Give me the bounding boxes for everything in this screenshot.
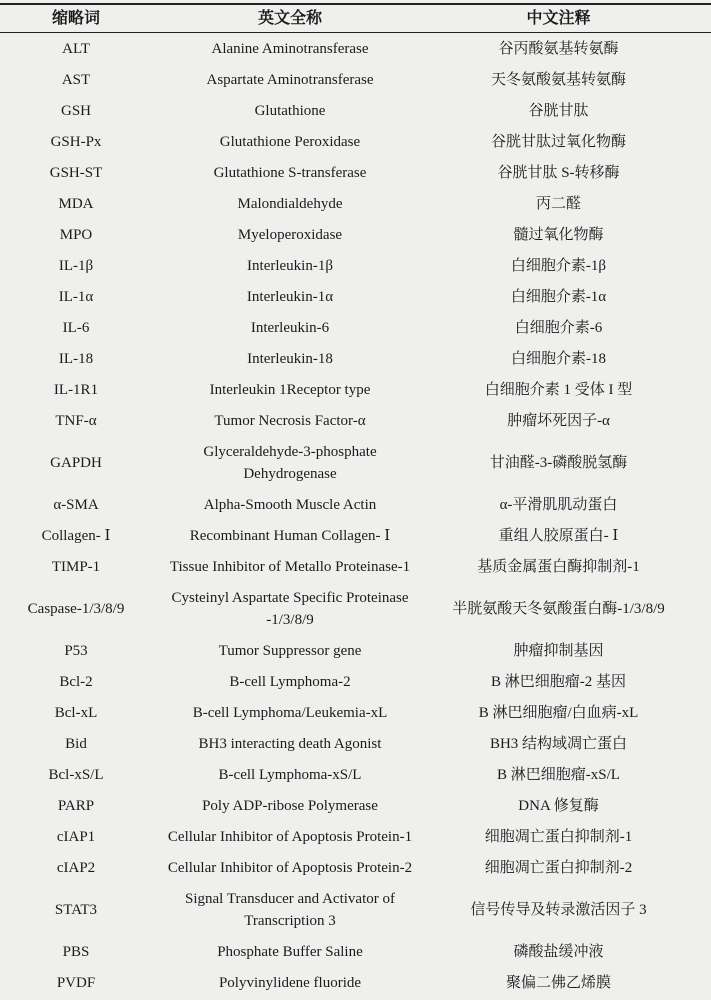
chinese-annotation-cell: α-平滑肌肌动蛋白 xyxy=(499,496,618,513)
english-name-cell: B-cell Lymphoma-2 xyxy=(229,673,351,690)
abbreviation-cell: Bcl-xL xyxy=(54,704,98,721)
english-name-cell: Tumor Suppressor gene xyxy=(218,642,362,659)
english-name-cell: Polyvinylidene fluoride xyxy=(218,974,362,991)
table-row xyxy=(0,436,711,489)
table-row xyxy=(0,312,711,343)
table-row xyxy=(0,551,711,582)
english-name-cell: Alanine Aminotransferase xyxy=(211,40,369,57)
english-name-cell: Phosphate Buffer Saline xyxy=(217,943,363,960)
table-row xyxy=(0,281,711,312)
chinese-annotation-cell: B 淋巴细胞瘤-2 基因 xyxy=(490,673,626,690)
table-row xyxy=(0,64,711,95)
english-name-cell: Interleukin-6 xyxy=(250,319,330,336)
chinese-annotation-cell: 白细胞介素-1α xyxy=(510,288,607,305)
abbreviation-cell: GSH-Px xyxy=(50,133,102,150)
table-row xyxy=(0,790,711,821)
abbreviation-cell: PBS xyxy=(62,943,90,960)
abbreviation-cell: GSH xyxy=(60,102,91,119)
table-row xyxy=(0,343,711,374)
english-name-cell: Aspartate Aminotransferase xyxy=(206,71,374,88)
table-row xyxy=(0,520,711,551)
chinese-annotation-cell: 重组人胶原蛋白- Ⅰ xyxy=(498,527,619,544)
english-name-cell: Tumor Necrosis Factor-α xyxy=(214,412,366,429)
abbreviation-cell: Caspase-1/3/8/9 xyxy=(27,600,125,617)
english-name-cell: Cysteinyl Aspartate Specific Proteinase -1/3/8/9 xyxy=(171,589,409,628)
english-name-cell: B-cell Lymphoma-xS/L xyxy=(218,766,362,783)
chinese-annotation-cell: B 淋巴细胞瘤-xS/L xyxy=(497,766,620,783)
chinese-annotation-cell: BH3 结构域凋亡蛋白 xyxy=(489,735,628,752)
abbreviation-cell: PVDF xyxy=(56,974,96,991)
abbreviation-cell: STAT3 xyxy=(54,901,98,918)
table-row xyxy=(0,728,711,759)
header-cell-english-full-name: 英文全称 xyxy=(257,9,322,27)
table-row xyxy=(0,489,711,520)
english-name-cell: Alpha-Smooth Muscle Actin xyxy=(203,496,377,513)
abbreviation-cell: P53 xyxy=(64,642,88,659)
chinese-annotation-cell: 肿瘤坏死因子-α xyxy=(507,412,610,429)
chinese-annotation-cell: 谷胱甘肽 S-转移酶 xyxy=(497,164,620,181)
table-row xyxy=(0,374,711,405)
chinese-annotation-cell: 聚偏二佛乙烯膜 xyxy=(505,974,611,991)
english-name-cell: Recombinant Human Collagen- Ⅰ xyxy=(189,527,391,544)
abbreviation-cell: IL-1β xyxy=(58,257,94,274)
table-row xyxy=(0,852,711,883)
table-row xyxy=(0,759,711,790)
header-cell-abbreviation: 缩略词 xyxy=(51,9,100,27)
chinese-annotation-cell: 磷酸盐缓冲液 xyxy=(513,943,604,960)
chinese-annotation-cell: 谷胱甘肽 xyxy=(528,102,589,119)
abbreviation-cell: TNF-α xyxy=(55,412,97,429)
abbreviation-cell: Bid xyxy=(65,735,87,752)
english-name-cell: Tissue Inhibitor of Metallo Proteinase-1 xyxy=(169,558,411,575)
chinese-annotation-cell: 髓过氧化物酶 xyxy=(513,226,604,243)
table-row xyxy=(0,936,711,967)
abbreviation-cell: Bcl-2 xyxy=(59,673,93,690)
english-name-cell: Interleukin-18 xyxy=(247,350,333,367)
table-row xyxy=(0,821,711,852)
abbreviation-cell: GSH-ST xyxy=(49,164,103,181)
english-name-cell: Cellular Inhibitor of Apoptosis Protein-1 xyxy=(167,828,413,845)
abbreviation-cell: GAPDH xyxy=(50,454,102,471)
english-name-cell: Glutathione xyxy=(254,102,326,119)
chinese-annotation-cell: 丙二醛 xyxy=(535,195,581,212)
chinese-annotation-cell: DNA 修复酶 xyxy=(518,797,599,814)
english-name-cell: Glyceraldehyde-3-phosphate Dehydrogenase xyxy=(203,443,377,482)
abbreviation-cell: ALT xyxy=(62,40,90,57)
abbreviation-cell: TIMP-1 xyxy=(51,558,101,575)
english-name-cell: Malondialdehyde xyxy=(237,195,343,212)
table-row xyxy=(0,188,711,219)
abbreviation-cell: Bcl-xS/L xyxy=(48,766,104,783)
chinese-annotation-cell: 细胞凋亡蛋白抑制剂-2 xyxy=(484,859,633,876)
english-name-cell: Glutathione Peroxidase xyxy=(219,133,361,150)
abbreviation-cell: IL-6 xyxy=(62,319,90,336)
chinese-annotation-cell: 甘油醛-3-磷酸脱氢酶 xyxy=(489,454,628,471)
chinese-annotation-cell: 白细胞介素-1β xyxy=(510,257,607,274)
table-row xyxy=(0,666,711,697)
abbreviation-table xyxy=(0,3,711,998)
abbreviation-cell: cIAP2 xyxy=(56,859,96,876)
english-name-cell: Interleukin-1α xyxy=(246,288,334,305)
chinese-annotation-cell: 信号传导及转录激活因子 3 xyxy=(470,901,647,918)
chinese-annotation-cell: 细胞凋亡蛋白抑制剂-1 xyxy=(484,828,633,845)
abbreviation-cell: IL-1α xyxy=(58,288,94,305)
abbreviation-cell: MPO xyxy=(59,226,93,243)
chinese-annotation-cell: 白细胞介素-6 xyxy=(514,319,603,336)
table-row xyxy=(0,250,711,281)
chinese-annotation-cell: 谷丙酸氨基转氨酶 xyxy=(498,40,619,57)
table-body xyxy=(0,33,711,998)
abbreviation-cell: MDA xyxy=(58,195,94,212)
english-name-cell: Signal Transducer and Activator of Transcription 3 xyxy=(185,890,395,929)
chinese-annotation-cell: 天冬氨酸氨基转氨酶 xyxy=(490,71,626,88)
abbreviation-cell: Collagen- Ⅰ xyxy=(41,527,111,544)
abbreviation-cell: IL-18 xyxy=(58,350,94,367)
table-row xyxy=(0,582,711,635)
table-row xyxy=(0,967,711,998)
table-row xyxy=(0,635,711,666)
abbreviation-cell: cIAP1 xyxy=(56,828,96,845)
chinese-annotation-cell: 白细胞介素-18 xyxy=(511,350,606,367)
table-row xyxy=(0,883,711,936)
chinese-annotation-cell: 肿瘤抑制基因 xyxy=(513,642,604,659)
english-name-cell: Poly ADP-ribose Polymerase xyxy=(202,797,378,814)
abbreviation-cell: α-SMA xyxy=(53,496,99,513)
english-name-cell: Interleukin-1β xyxy=(247,257,333,274)
table-row xyxy=(0,405,711,436)
english-name-cell: Glutathione S-transferase xyxy=(213,164,367,181)
header-cell-chinese-annotation: 中文注释 xyxy=(526,9,591,27)
table-row xyxy=(0,697,711,728)
english-name-cell: Cellular Inhibitor of Apoptosis Protein-2 xyxy=(167,859,413,876)
english-name-cell: BH3 interacting death Agonist xyxy=(198,735,382,752)
table-row xyxy=(0,33,711,64)
english-name-cell: Interleukin 1Receptor type xyxy=(209,381,371,398)
abbreviation-cell: PARP xyxy=(57,797,95,814)
header-row xyxy=(0,3,711,33)
english-name-cell: Myeloperoxidase xyxy=(237,226,343,243)
abbreviation-cell: AST xyxy=(61,71,91,88)
chinese-annotation-cell: B 淋巴细胞瘤/白血病-xL xyxy=(478,704,639,721)
english-name-cell: B-cell Lymphoma/Leukemia-xL xyxy=(192,704,388,721)
table-row xyxy=(0,219,711,250)
chinese-annotation-cell: 基质金属蛋白酶抑制剂-1 xyxy=(477,558,640,575)
chinese-annotation-cell: 半胱氨酸天冬氨酸蛋白酶-1/3/8/9 xyxy=(452,600,665,617)
table-row xyxy=(0,157,711,188)
chinese-annotation-cell: 白细胞介素 1 受体 I 型 xyxy=(484,381,633,398)
chinese-annotation-cell: 谷胱甘肽过氧化物酶 xyxy=(490,133,626,150)
abbreviation-cell: IL-1R1 xyxy=(53,381,99,398)
table-row xyxy=(0,126,711,157)
table-row xyxy=(0,95,711,126)
